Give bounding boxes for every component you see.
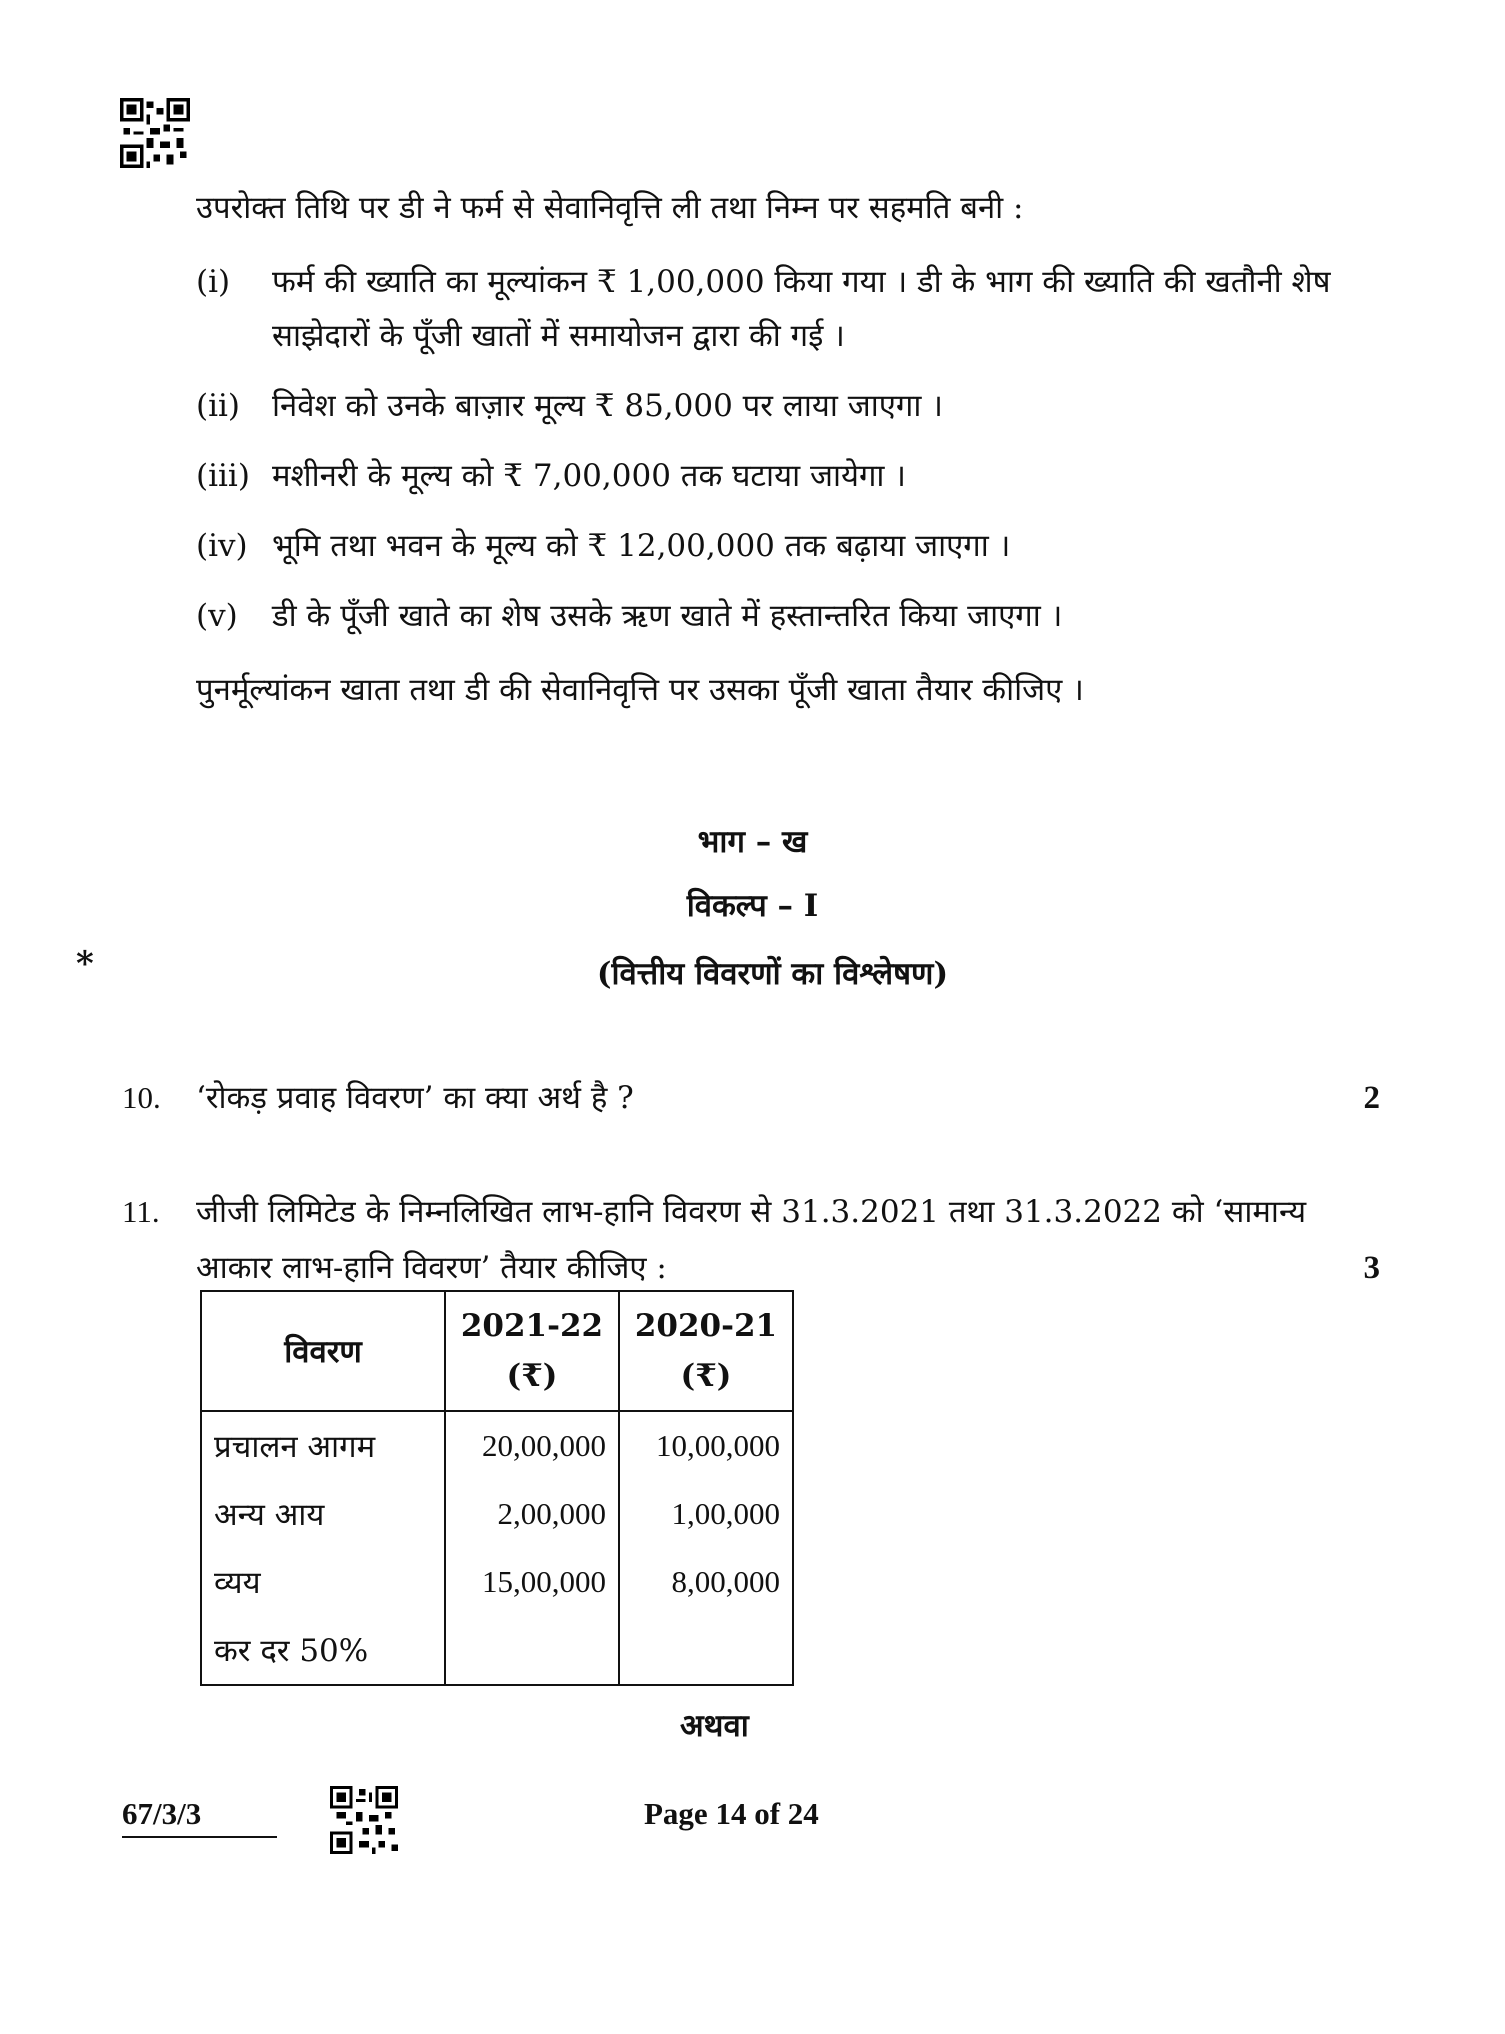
row-value-2020-21	[619, 1616, 793, 1685]
condition-number: (iv)	[196, 528, 248, 564]
table-row	[201, 1616, 793, 1685]
table-row	[201, 1548, 793, 1616]
question-marks: 2	[1363, 1080, 1380, 1116]
or-separator: अथवा	[680, 1708, 749, 1744]
header-particulars: विवरण	[201, 1291, 445, 1411]
header-unit: (₹)	[680, 1358, 732, 1394]
condition-text: भूमि तथा भवन के मूल्य को ₹ 12,00,000 तक बढ़ाया जाएगा ।	[272, 528, 1011, 564]
row-value-2020-21: 8,00,000	[619, 1548, 793, 1616]
condition-text: निवेश को उनके बाज़ार मूल्य ₹ 85,000 पर लाया जाएगा ।	[272, 388, 943, 424]
profit-loss-table	[200, 1290, 794, 1686]
row-label: कर दर 50%	[201, 1616, 445, 1685]
instruction-text: पुनर्मूल्यांकन खाता तथा डी की सेवानिवृत्ति पर उसका पूँजी खाता तैयार कीजिए ।	[196, 672, 1084, 708]
option-heading: विकल्प – I	[686, 888, 819, 924]
paper-code: 67/3/3	[122, 1796, 202, 1831]
row-label: प्रचालन आगम	[201, 1411, 445, 1480]
condition-text: मशीनरी के मूल्य को ₹ 7,00,000 तक घटाया जायेगा ।	[272, 458, 907, 494]
row-label: अन्य आय	[201, 1480, 445, 1548]
row-value-2021-22	[445, 1616, 619, 1685]
row-value-2021-22: 15,00,000	[445, 1548, 619, 1616]
section-heading: भाग – ख	[697, 824, 808, 860]
condition-text-continued: साझेदारों के पूँजी खातों में समायोजन द्वारा की गई ।	[272, 318, 845, 354]
qr-code-top	[120, 98, 190, 168]
paper-code-underline	[122, 1836, 277, 1838]
condition-text: फर्म की ख्याति का मूल्यांकन ₹ 1,00,000 किया गया । डी के भाग की ख्याति की खतौनी शेष	[272, 264, 1331, 300]
question-text: ‘रोकड़ प्रवाह विवरण’ का क्या अर्थ है ?	[196, 1080, 634, 1116]
table-row	[201, 1411, 793, 1480]
question-text-continued: आकार लाभ-हानि विवरण’ तैयार कीजिए :	[196, 1250, 667, 1286]
header-year: 2021-22	[460, 1308, 604, 1344]
header-year-2020-21	[619, 1291, 793, 1411]
row-label: व्यय	[201, 1548, 445, 1616]
intro-text: उपरोक्त तिथि पर डी ने फर्म से सेवानिवृत्ति ली तथा निम्न पर सहमति बनी :	[196, 190, 1024, 226]
question-number: 11.	[122, 1194, 160, 1229]
row-value-2020-21: 1,00,000	[619, 1480, 793, 1548]
header-year: 2020-21	[634, 1308, 778, 1344]
row-value-2020-21: 10,00,000	[619, 1411, 793, 1480]
table-header-row	[201, 1291, 793, 1411]
page-number: Page 14 of 24	[644, 1796, 819, 1831]
table-row	[201, 1480, 793, 1548]
section-subtitle: (वित्तीय विवरणों का विश्लेषण)	[596, 956, 949, 992]
row-value-2021-22: 2,00,000	[445, 1480, 619, 1548]
star-mark: *	[76, 944, 94, 984]
condition-number: (v)	[196, 598, 238, 634]
condition-number: (iii)	[196, 458, 250, 494]
qr-code-footer	[330, 1786, 398, 1854]
header-year-2021-22	[445, 1291, 619, 1411]
condition-number: (ii)	[196, 388, 241, 424]
row-value-2021-22: 20,00,000	[445, 1411, 619, 1480]
header-unit: (₹)	[506, 1358, 558, 1394]
question-text: जीजी लिमिटेड के निम्नलिखित लाभ-हानि विवरण से 31.3.2021 तथा 31.3.2022 को ‘सामान्य	[196, 1194, 1307, 1230]
condition-number: (i)	[196, 264, 231, 300]
question-number: 10.	[122, 1080, 161, 1115]
question-marks: 3	[1363, 1250, 1380, 1286]
condition-text: डी के पूँजी खाते का शेष उसके ऋण खाते में हस्तान्तरित किया जाएगा ।	[272, 598, 1063, 634]
